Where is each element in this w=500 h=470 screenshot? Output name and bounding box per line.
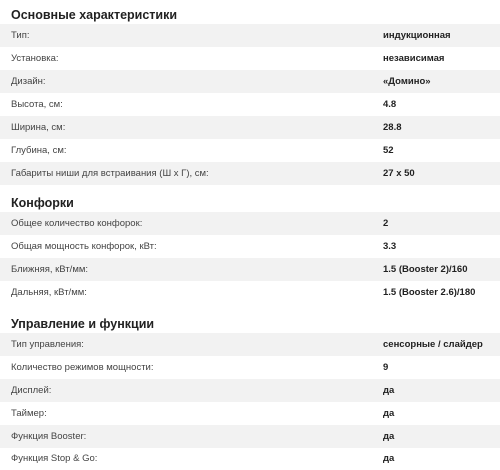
spec-value: да xyxy=(383,408,395,419)
spec-row-booster xyxy=(0,425,500,448)
spec-label: Тип управления: xyxy=(11,339,84,350)
spec-row-depth xyxy=(0,139,500,162)
spec-label: Функция Booster: xyxy=(11,431,87,442)
spec-label: Тип: xyxy=(11,30,30,41)
spec-label: Функция Stop & Go: xyxy=(11,453,98,464)
section-title-main: Основные характеристики xyxy=(11,8,178,22)
spec-row-design xyxy=(0,70,500,93)
spec-label: Таймер: xyxy=(11,408,47,419)
spec-label: Ближняя, кВт/мм: xyxy=(11,264,89,275)
spec-label: Ширина, см: xyxy=(11,122,66,133)
spec-label: Дизайн: xyxy=(11,76,46,87)
spec-value: «Домино» xyxy=(383,76,431,87)
spec-value: 4.8 xyxy=(383,99,397,110)
spec-row-front-burner xyxy=(0,258,500,281)
spec-row-control-type xyxy=(0,333,500,356)
spec-row-back-burner xyxy=(0,281,500,304)
spec-value: да xyxy=(383,431,395,442)
spec-value: индукционная xyxy=(383,30,451,41)
spec-row-type xyxy=(0,24,500,47)
spec-row-total-power xyxy=(0,235,500,258)
spec-row-installation xyxy=(0,47,500,70)
spec-value: 3.3 xyxy=(383,241,397,252)
spec-value: независимая xyxy=(383,53,445,64)
spec-label: Общее количество конфорок: xyxy=(11,218,143,229)
spec-value: 1.5 (Booster 2)/160 xyxy=(383,264,468,275)
spec-row-stop-and-go xyxy=(0,447,500,470)
section-title-controls: Управление и функции xyxy=(11,317,155,331)
spec-value: 52 xyxy=(383,145,394,156)
spec-value: 1.5 (Booster 2.6)/180 xyxy=(383,287,476,298)
spec-value: да xyxy=(383,453,395,464)
spec-label: Дисплей: xyxy=(11,385,52,396)
spec-value: да xyxy=(383,385,395,396)
spec-row-height xyxy=(0,93,500,116)
spec-value: 27 х 50 xyxy=(383,168,415,179)
spec-row-power-levels xyxy=(0,356,500,379)
spec-label: Количество режимов мощности: xyxy=(11,362,154,373)
spec-label: Установка: xyxy=(11,53,59,64)
spec-value: 28.8 xyxy=(383,122,402,133)
spec-row-burner-count xyxy=(0,212,500,235)
spec-label: Глубина, см: xyxy=(11,145,67,156)
spec-label: Общая мощность конфорок, кВт: xyxy=(11,241,157,252)
spec-row-width xyxy=(0,116,500,139)
spec-label: Высота, см: xyxy=(11,99,63,110)
spec-value: 2 xyxy=(383,218,389,229)
spec-row-display xyxy=(0,379,500,402)
spec-value: 9 xyxy=(383,362,389,373)
spec-row-timer xyxy=(0,402,500,425)
spec-label: Габариты ниши для встраивания (Ш х Г), см: xyxy=(11,168,209,179)
spec-label: Дальняя, кВт/мм: xyxy=(11,287,87,298)
spec-value: сенсорные / слайдер xyxy=(383,339,483,350)
spec-row-niche-dimensions xyxy=(0,162,500,185)
section-title-burners: Конфорки xyxy=(11,196,74,210)
